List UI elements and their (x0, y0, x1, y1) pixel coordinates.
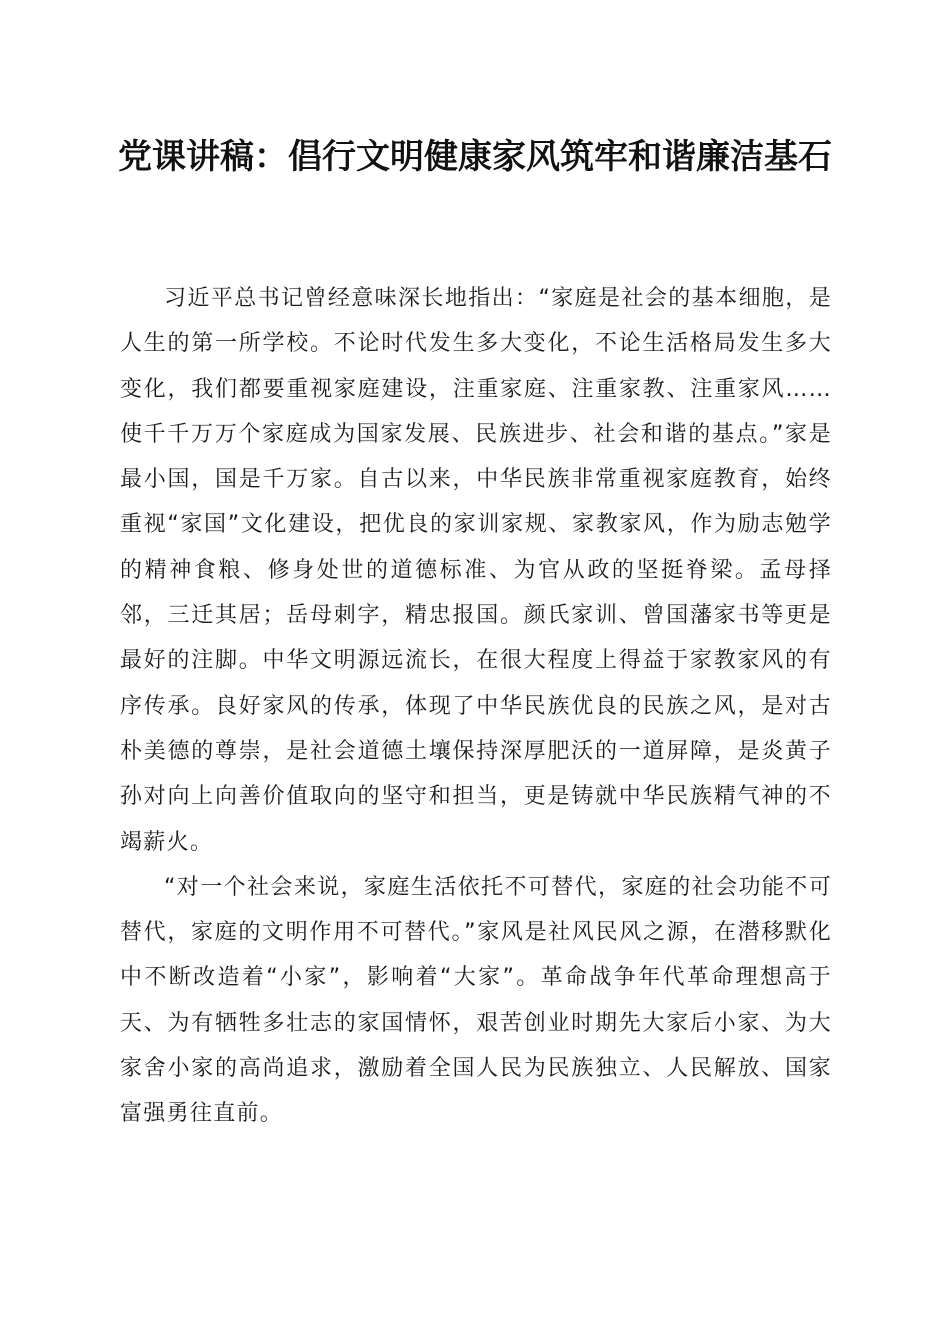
document-body (120, 276, 832, 1137)
paragraph-2: “对一个社会来说，家庭生活依托不可替代，家庭的社会功能不可替代，家庭的文明作用不可替代。”家风是社风民风之源，在潜移默化中不断改造着“小家”，影响着“大家”。革命战争年代革命理想高于天、为有牺牲多壮志的家国情怀，艰苦创业时期先大家后小家、为大家舍小家的高尚追求，激励着全国人民为民族独立、人民解放、国家富强勇往直前。 (120, 874, 832, 1127)
document-title: 党课讲稿：倡行文明健康家风筑牢和谐廉洁基石 (118, 137, 832, 177)
paragraph-1: 习近平总书记曾经意味深长地指出：“家庭是社会的基本细胞，是人生的第一所学校。不论时代发生多大变化，不论生活格局发生多大变化，我们都要重视家庭建设，注重家庭、注重家教、注重家风……使千千万万个家庭成为国家发展、民族进步、社会和谐的基点。”家是最小国，国是千万家。自古以来，中华民族非常重视家庭教育，始终重视“家国”文化建设，把优良的家训家规、家教家风，作为励志勉学的精神食粮、修身处世的道德标准、为官从政的坚挺脊梁。孟母择邻，三迁其居；岳母刺字，精忠报国。颜氏家训、曾国藩家书等更是最好的注脚。中华文明源远流长，在很大程度上得益于家教家风的有序传承。良好家风的传承，体现了中华民族优良的民族之风，是对古朴美德的尊崇，是社会道德土壤保持深厚肥沃的一道屏障，是炎黄子孙对向上向善价值取向的坚守和担当，更是铸就中华民族精气神的不竭薪火。 (120, 286, 832, 855)
